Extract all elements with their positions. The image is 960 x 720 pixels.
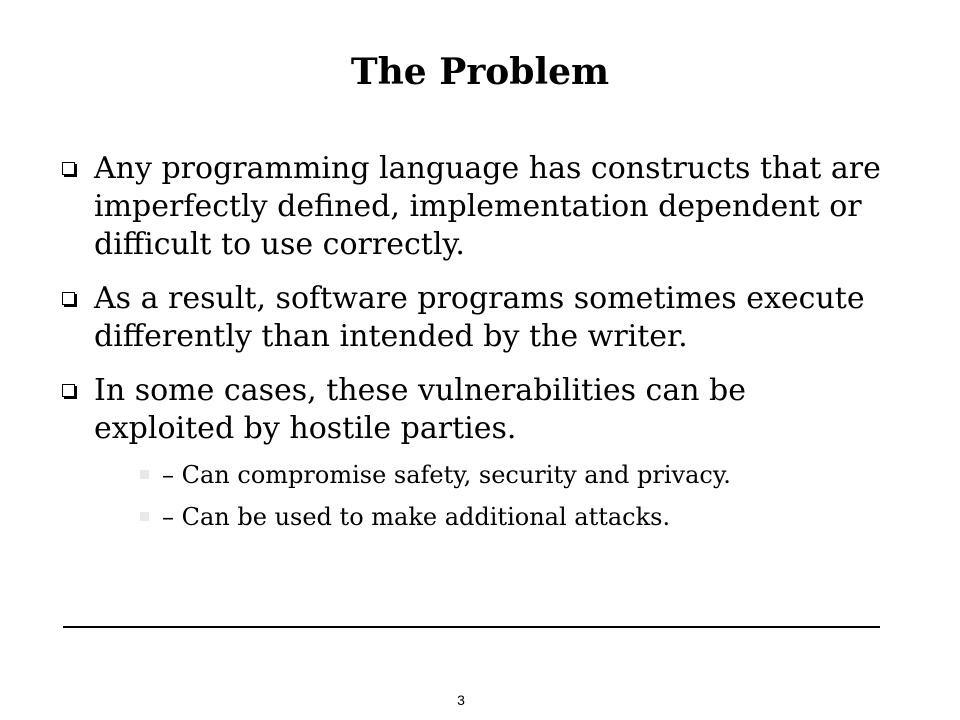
bullet-text: As a result, software programs sometimes execute differently than intended by the writer. bbox=[94, 281, 865, 354]
sub-bullet-text: – Can be used to make additional attacks. bbox=[162, 503, 671, 531]
bullet-item bbox=[62, 372, 892, 532]
checkbox-square-icon bbox=[62, 292, 75, 305]
bullet-list bbox=[62, 150, 892, 548]
checkbox-square-icon bbox=[62, 384, 75, 397]
footer-divider bbox=[63, 626, 880, 628]
sub-bullet-item bbox=[138, 460, 892, 490]
square-bullet-icon bbox=[140, 470, 149, 479]
square-bullet-icon bbox=[140, 512, 149, 521]
bullet-item bbox=[62, 150, 892, 264]
bullet-item bbox=[62, 280, 892, 356]
sub-bullet-list bbox=[94, 460, 892, 532]
bullet-text: Any programming language has constructs that are imperfectly defined, implementation dependent or difficult to use correctly. bbox=[94, 151, 881, 262]
sub-bullet-item bbox=[138, 502, 892, 532]
checkbox-square-icon bbox=[62, 162, 75, 175]
bullet-text: In some cases, these vulnerabilities can be exploited by hostile parties. bbox=[94, 373, 747, 446]
slide-title: The Problem bbox=[350, 51, 610, 93]
page-number: 3 bbox=[457, 692, 465, 708]
sub-bullet-text: – Can compromise safety, security and privacy. bbox=[162, 461, 731, 489]
